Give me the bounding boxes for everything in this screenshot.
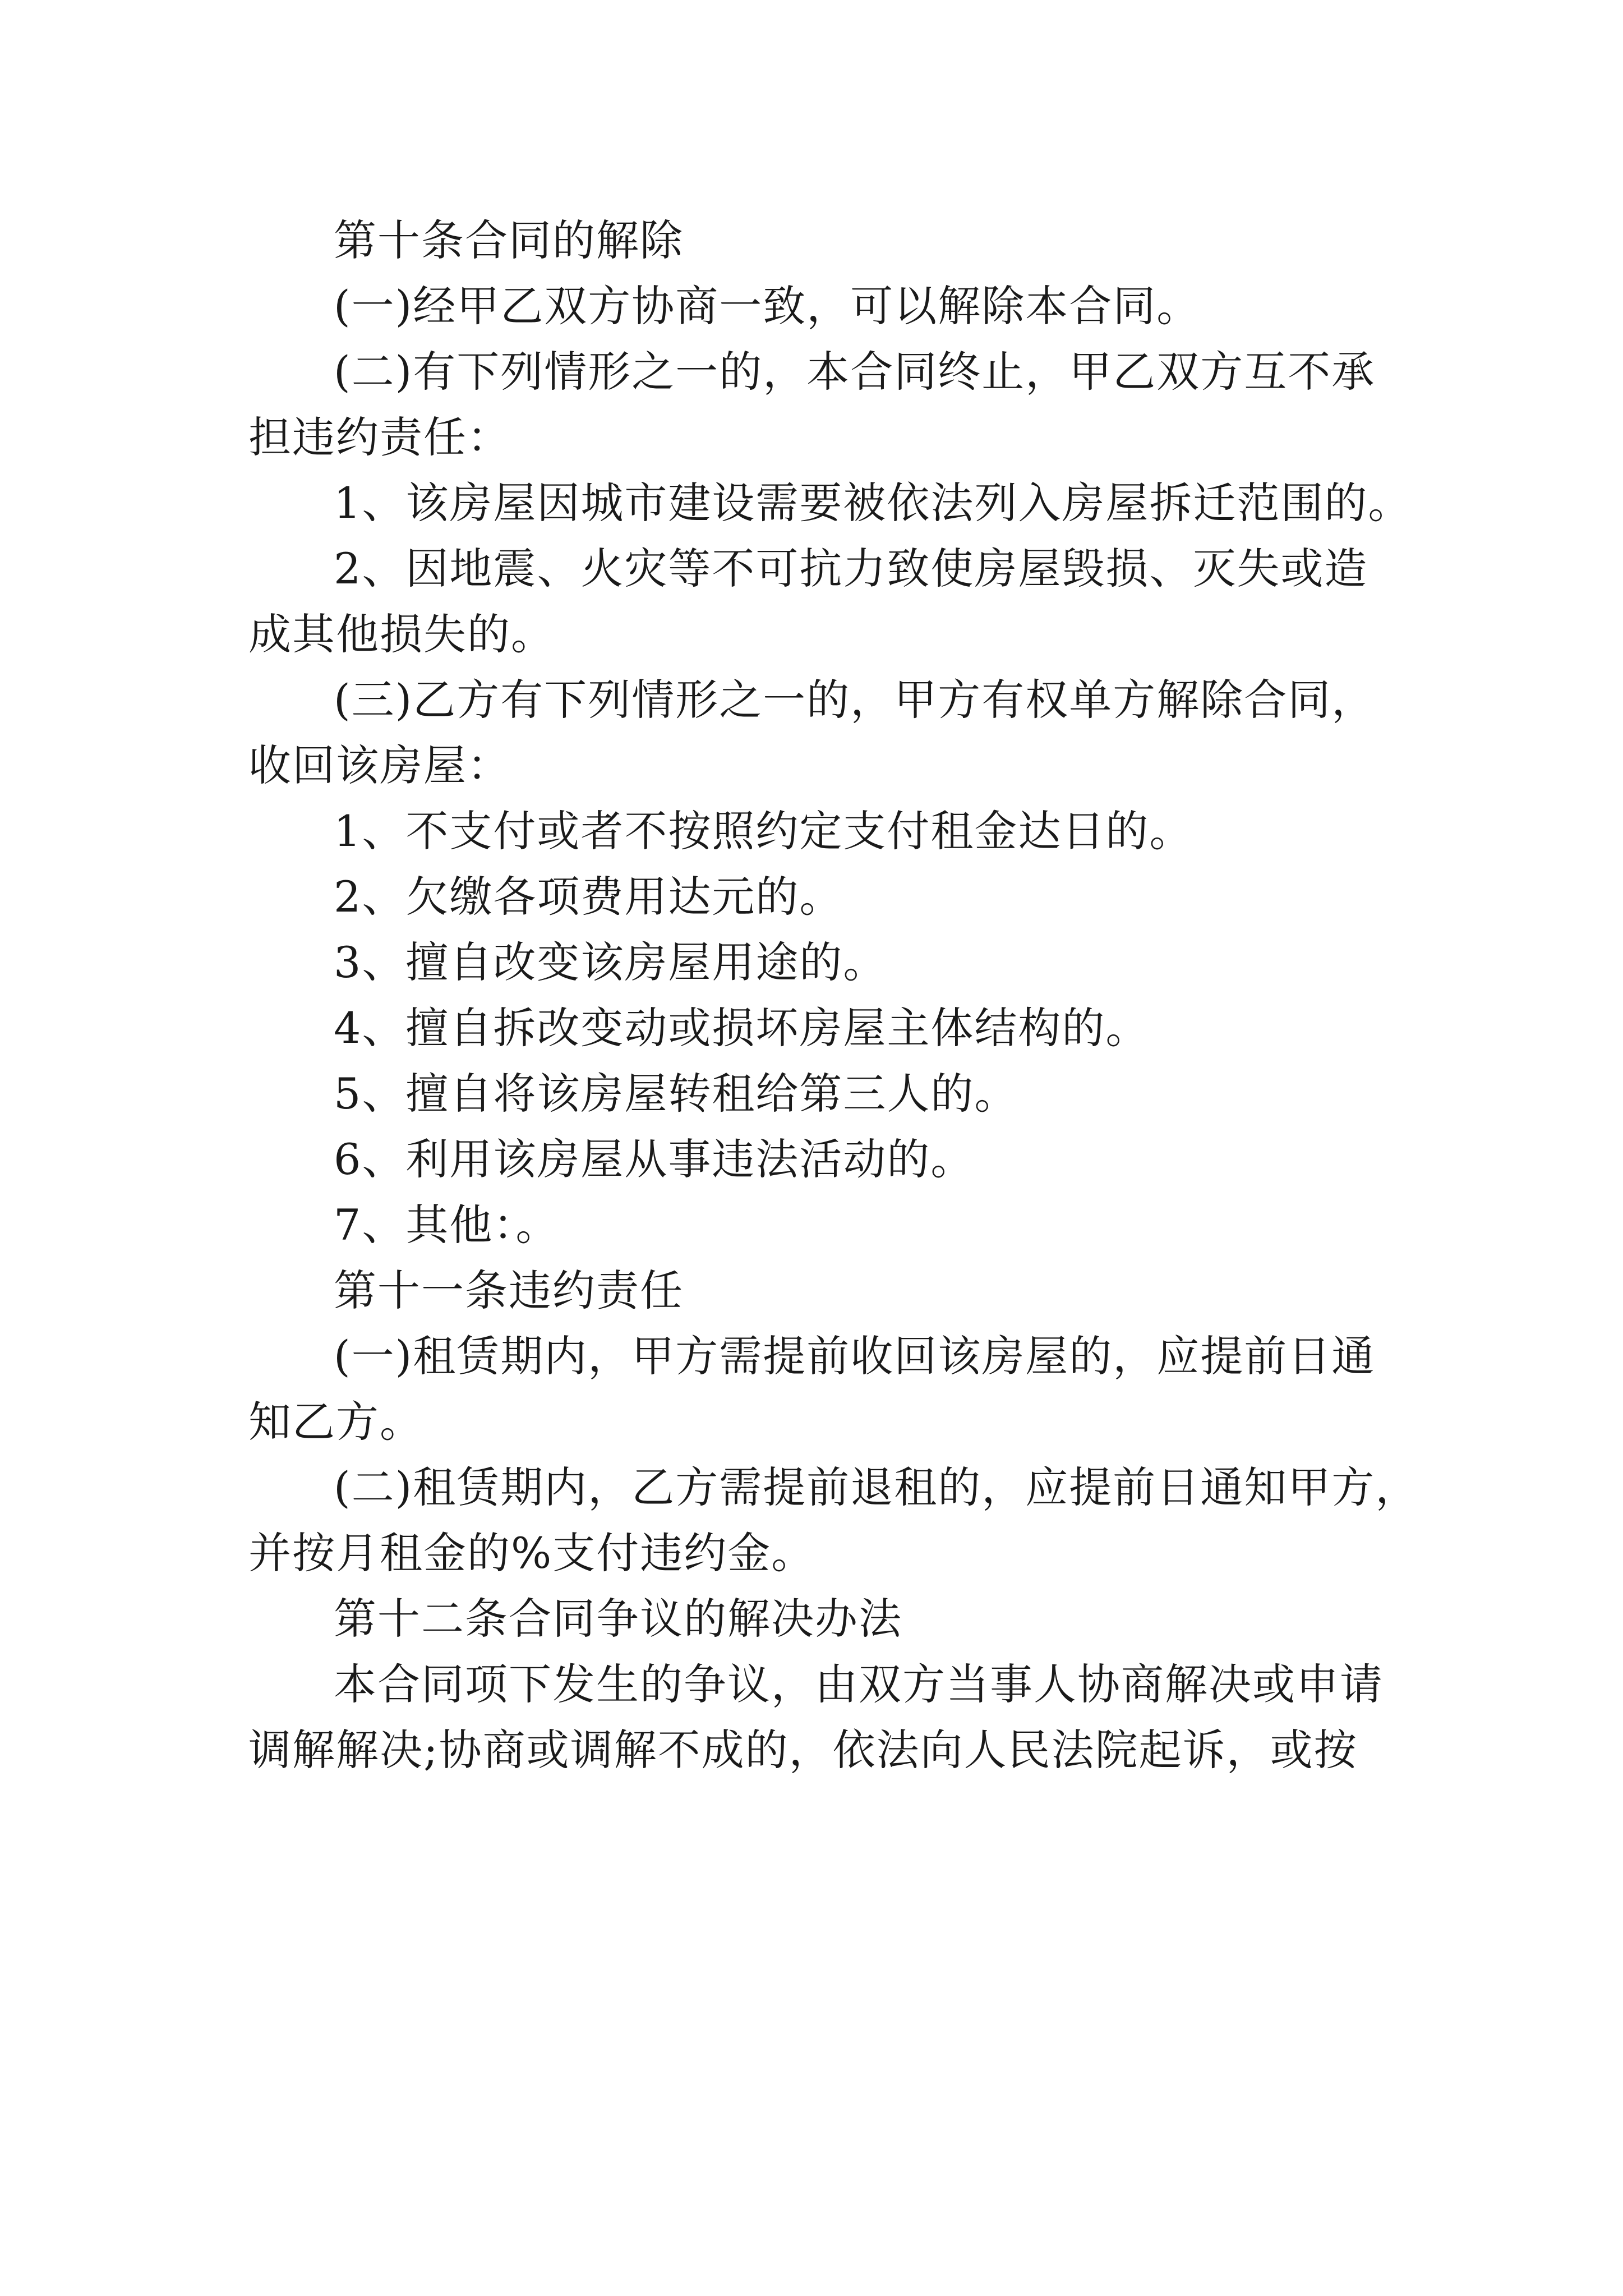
paragraph-line: 调解解决;协商或调解不成的，依法向人民法院起诉，或按 [248,1725,1358,1775]
paragraph-line: 6、利用该房屋从事违法活动的。 [334,1134,975,1184]
section-heading-breach-liability: 第十一条违约责任 [334,1266,684,1315]
paragraph-line: 本合同项下发生的争议，由双方当事人协商解决或申请 [334,1659,1384,1709]
section-heading-contract-termination: 第十条合同的解除 [334,215,684,265]
paragraph-line: 知乙方。 [248,1397,423,1447]
paragraph-line: (二)有下列情形之一的，本合同终止，甲乙双方互不承 [334,347,1376,397]
paragraph-line: 3、擅自改变该房屋用途的。 [334,937,887,987]
paragraph-line: 并按月租金的%支付违约金。 [248,1528,815,1578]
paragraph-line: (三)乙方有下列情形之一的，甲方有权单方解除合同， [334,675,1376,725]
paragraph-line: (二)租赁期内，乙方需提前退租的，应提前日通知甲方， [334,1462,1419,1512]
paragraph-line: 成其他损失的。 [248,609,555,659]
paragraph-line: 收回该房屋： [248,740,511,790]
paragraph-line: 7、其他：。 [334,1200,560,1250]
paragraph-line: 5、擅自将该房屋转租给第三人的。 [334,1069,1018,1119]
paragraph-line: (一)经甲乙双方协商一致，可以解除本合同。 [334,281,1201,331]
paragraph-line: 1、不支付或者不按照约定支付租金达日的。 [334,806,1193,856]
paragraph-line: 担违约责任： [248,412,511,462]
section-heading-dispute-resolution: 第十二条合同争议的解决办法 [334,1594,902,1644]
document-body [248,208,1419,1783]
paragraph-line: 1、该房屋因城市建设需要被依法列入房屋拆迁范围的。 [334,478,1412,528]
paragraph-line: 2、因地震、火灾等不可抗力致使房屋毁损、灭失或造 [334,544,1368,593]
paragraph-line: 2、欠缴各项费用达元的。 [334,872,843,922]
paragraph-line: 4、擅自拆改变动或损坏房屋主体结构的。 [334,1003,1150,1053]
paragraph-line: (一)租赁期内，甲方需提前收回该房屋的，应提前日通 [334,1331,1376,1381]
